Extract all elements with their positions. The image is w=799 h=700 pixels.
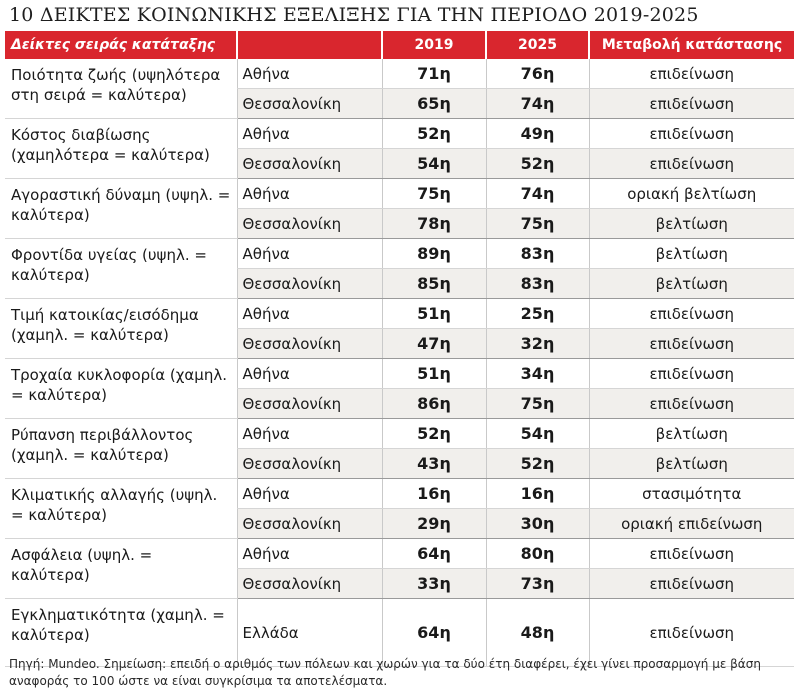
change-cell: στασιμότητα <box>589 479 794 509</box>
indicator-label: Ρύπανση περιβάλλοντος (χαμηλ. = καλύτερα) <box>5 419 237 479</box>
value-2019-cell: 16η <box>382 479 486 509</box>
change-cell: βελτίωση <box>589 209 794 239</box>
value-2019-cell: 64η <box>382 539 486 569</box>
header-city <box>237 31 382 59</box>
change-cell: επιδείνωση <box>589 89 794 119</box>
indicator-label: Ασφάλεια (υψηλ. = καλύτερα) <box>5 539 237 599</box>
value-2025-cell: 32η <box>486 329 589 359</box>
value-2019-cell: 78η <box>382 209 486 239</box>
value-2025-cell: 16η <box>486 479 589 509</box>
header-change: Μεταβολή κατάστασης <box>589 31 794 59</box>
change-cell: επιδείνωση <box>589 569 794 599</box>
value-2019-cell: 29η <box>382 509 486 539</box>
value-2019-cell: 64η <box>382 599 486 667</box>
value-2019-cell: 33η <box>382 569 486 599</box>
city-cell: Θεσσαλονίκη <box>237 269 382 299</box>
indicator-label: Φροντίδα υγείας (υψηλ. = καλύτερα) <box>5 239 237 299</box>
value-2019-cell: 54η <box>382 149 486 179</box>
value-2019-cell: 51η <box>382 299 486 329</box>
change-cell: επιδείνωση <box>589 59 794 89</box>
city-cell: Θεσσαλονίκη <box>237 149 382 179</box>
city-cell: Αθήνα <box>237 239 382 269</box>
value-2019-cell: 51η <box>382 359 486 389</box>
table-row <box>5 179 794 209</box>
table-row <box>5 59 794 89</box>
header-2025: 2025 <box>486 31 589 59</box>
indicator-label: Ποιότητα ζωής (υψηλότερα στη σειρά = καλύτερα) <box>5 59 237 119</box>
city-cell: Θεσσαλονίκη <box>237 209 382 239</box>
indicator-label: Αγοραστική δύναμη (υψηλ. = καλύτερα) <box>5 179 237 239</box>
city-cell: Αθήνα <box>237 479 382 509</box>
change-cell: βελτίωση <box>589 239 794 269</box>
value-2025-cell: 74η <box>486 89 589 119</box>
indicator-label: Εγκληματικότητα (χαμηλ. = καλύτερα) <box>5 599 237 667</box>
table-row <box>5 239 794 269</box>
change-cell: επιδείνωση <box>589 599 794 667</box>
value-2019-cell: 71η <box>382 59 486 89</box>
value-2025-cell: 75η <box>486 389 589 419</box>
change-cell: επιδείνωση <box>589 119 794 149</box>
city-cell: Αθήνα <box>237 119 382 149</box>
change-cell: οριακή επιδείνωση <box>589 509 794 539</box>
table-row <box>5 479 794 509</box>
indicator-label: Κλιματικής αλλαγής (υψηλ. = καλύτερα) <box>5 479 237 539</box>
value-2025-cell: 25η <box>486 299 589 329</box>
value-2019-cell: 86η <box>382 389 486 419</box>
value-2019-cell: 43η <box>382 449 486 479</box>
change-cell: επιδείνωση <box>589 389 794 419</box>
city-cell: Αθήνα <box>237 419 382 449</box>
city-cell: Αθήνα <box>237 539 382 569</box>
value-2025-cell: 73η <box>486 569 589 599</box>
header-2019: 2019 <box>382 31 486 59</box>
city-cell: Ελλάδα <box>237 599 382 667</box>
value-2025-cell: 74η <box>486 179 589 209</box>
value-2025-cell: 52η <box>486 449 589 479</box>
indicator-label: Κόστος διαβίωσης (χαμηλότερα = καλύτερα) <box>5 119 237 179</box>
city-cell: Αθήνα <box>237 299 382 329</box>
value-2019-cell: 75η <box>382 179 486 209</box>
change-cell: επιδείνωση <box>589 299 794 329</box>
value-2025-cell: 83η <box>486 269 589 299</box>
table-row <box>5 359 794 389</box>
city-cell: Αθήνα <box>237 59 382 89</box>
value-2019-cell: 52η <box>382 419 486 449</box>
change-cell: επιδείνωση <box>589 539 794 569</box>
value-2025-cell: 49η <box>486 119 589 149</box>
table-row <box>5 119 794 149</box>
indicator-label: Τιμή κατοικίας/εισόδημα (χαμηλ. = καλύτερα) <box>5 299 237 359</box>
city-cell: Θεσσαλονίκη <box>237 89 382 119</box>
change-cell: οριακή βελτίωση <box>589 179 794 209</box>
value-2025-cell: 80η <box>486 539 589 569</box>
value-2019-cell: 85η <box>382 269 486 299</box>
city-cell: Θεσσαλονίκη <box>237 569 382 599</box>
change-cell: επιδείνωση <box>589 329 794 359</box>
value-2025-cell: 54η <box>486 419 589 449</box>
value-2025-cell: 52η <box>486 149 589 179</box>
value-2025-cell: 30η <box>486 509 589 539</box>
change-cell: βελτίωση <box>589 419 794 449</box>
city-cell: Αθήνα <box>237 179 382 209</box>
city-cell: Θεσσαλονίκη <box>237 509 382 539</box>
value-2025-cell: 83η <box>486 239 589 269</box>
change-cell: επιδείνωση <box>589 359 794 389</box>
table-row <box>5 299 794 329</box>
table-row <box>5 419 794 449</box>
change-cell: βελτίωση <box>589 269 794 299</box>
city-cell: Αθήνα <box>237 359 382 389</box>
table-row <box>5 539 794 569</box>
value-2019-cell: 47η <box>382 329 486 359</box>
city-cell: Θεσσαλονίκη <box>237 329 382 359</box>
value-2025-cell: 34η <box>486 359 589 389</box>
city-cell: Θεσσαλονίκη <box>237 449 382 479</box>
table-title: 10 ΔΕΙΚΤΕΣ ΚΟΙΝΩΝΙΚΗΣ ΕΞΕΛΙΞΗΣ ΓΙΑ ΤΗΝ ΠΕΡΙΟΔΟ 2019-2025 <box>9 4 699 26</box>
change-cell: επιδείνωση <box>589 149 794 179</box>
change-cell: βελτίωση <box>589 449 794 479</box>
source-note: Πηγή: Mundeo. Σημείωση: επειδή ο αριθμός των πόλεων και χωρών για τα δύο έτη διαφέρει, έχει γίνει προσαρμογή με βάση αναφοράς το 100 ώστε να είναι συγκρίσιμα τα αποτελέσματα. <box>9 657 761 688</box>
value-2025-cell: 76η <box>486 59 589 89</box>
value-2019-cell: 89η <box>382 239 486 269</box>
value-2019-cell: 65η <box>382 89 486 119</box>
header-indicator: Δείκτες σειράς κατάταξης <box>5 31 237 59</box>
value-2019-cell: 52η <box>382 119 486 149</box>
indicator-label: Τροχαία κυκλοφορία (χαμηλ. = καλύτερα) <box>5 359 237 419</box>
value-2025-cell: 75η <box>486 209 589 239</box>
value-2025-cell: 48η <box>486 599 589 667</box>
indicators-table <box>5 31 794 667</box>
header-row <box>5 31 794 59</box>
table-body <box>5 59 794 667</box>
city-cell: Θεσσαλονίκη <box>237 389 382 419</box>
